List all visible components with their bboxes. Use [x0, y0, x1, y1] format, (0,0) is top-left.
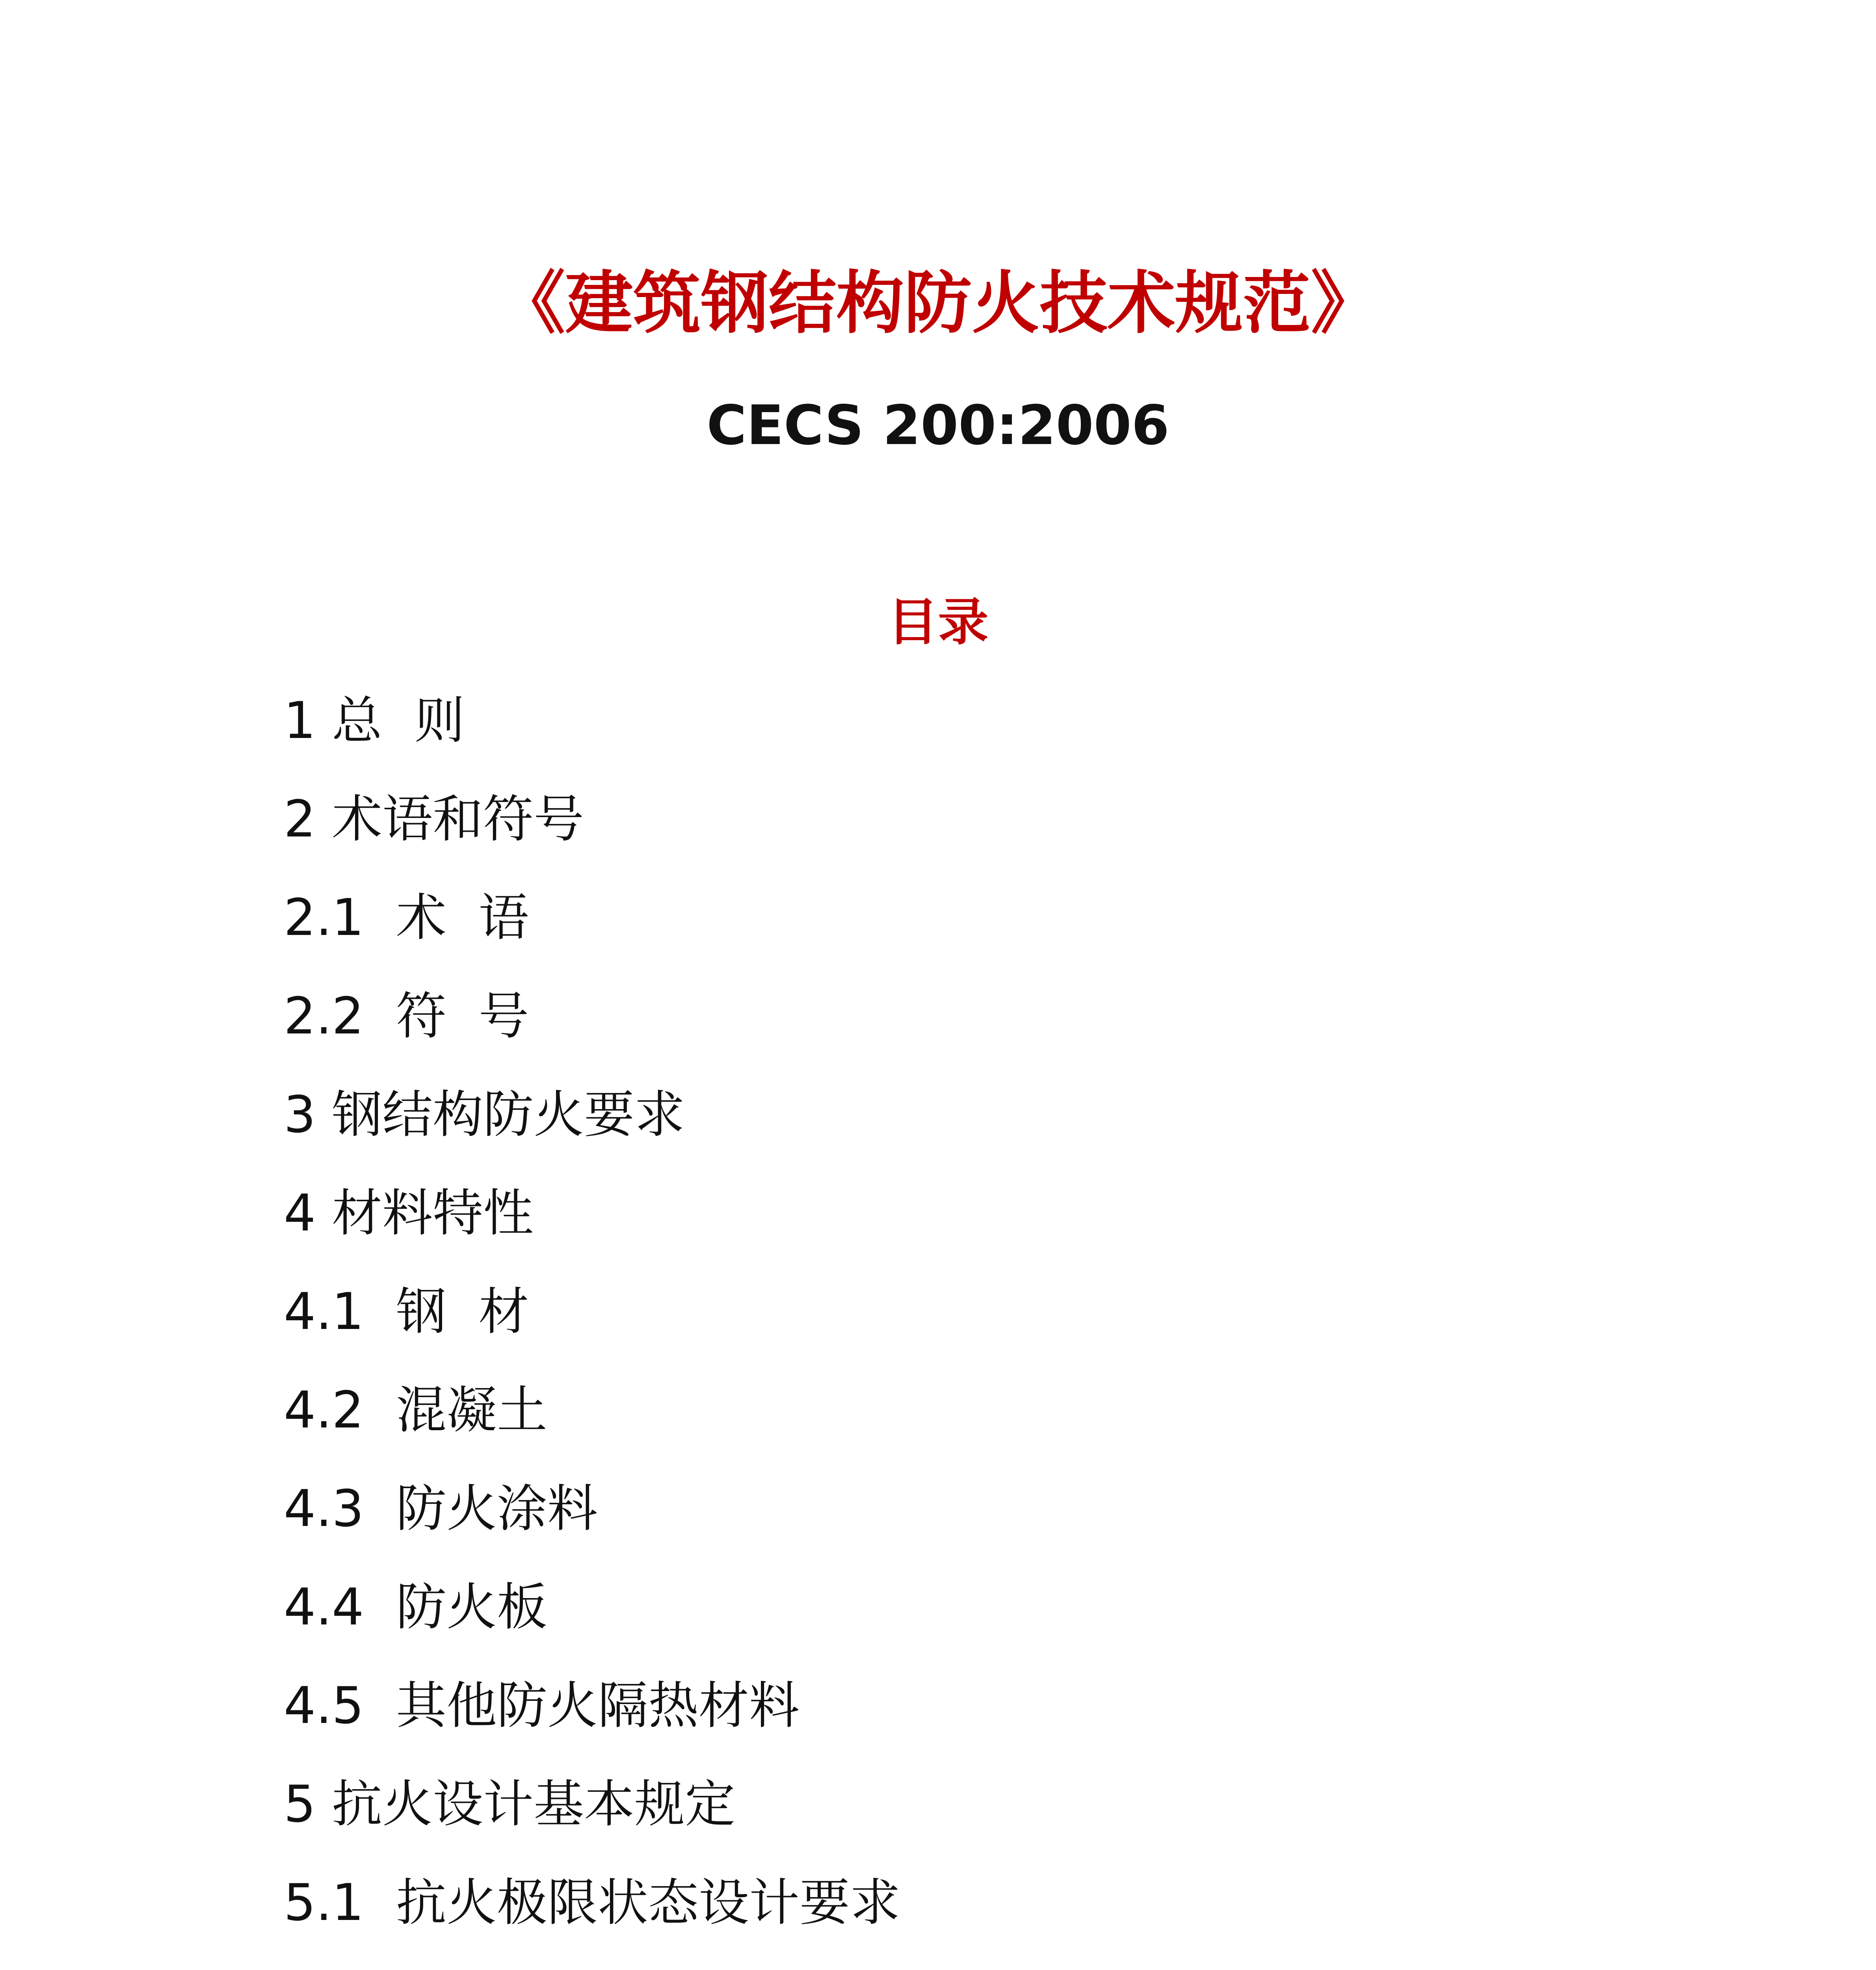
toc-item[interactable]: 2.1 术 语 [284, 888, 529, 947]
toc-item[interactable]: 4.3 防火涂料 [284, 1479, 598, 1538]
toc-item[interactable]: 2 术语和符号 [284, 790, 584, 849]
standard-code: CECS 200:2006 [707, 394, 1169, 457]
toc-item[interactable]: 2.2 符 号 [284, 987, 529, 1046]
toc-item[interactable]: 5.1 抗火极限状态设计要求 [284, 1873, 900, 1932]
toc-item[interactable]: 1 总 则 [284, 691, 465, 750]
toc-item[interactable]: 4 材料特性 [284, 1184, 534, 1243]
document-title: 《建筑钢结构防火技术规范》 [497, 264, 1379, 343]
toc-item[interactable]: 4.1 钢 材 [284, 1282, 529, 1341]
table-of-contents [284, 686, 1702, 1970]
toc-item[interactable]: 4.2 混凝土 [284, 1381, 547, 1440]
toc-item[interactable]: 3 钢结构防火要求 [284, 1085, 685, 1144]
toc-item[interactable]: 5 抗火设计基本规定 [284, 1775, 736, 1834]
toc-item[interactable]: 4.4 防火板 [284, 1578, 547, 1637]
toc-item[interactable] [284, 1966, 1702, 1970]
toc-item[interactable]: 4.5 其他防火隔热材料 [284, 1676, 799, 1735]
toc-heading: 目录 [887, 593, 989, 652]
